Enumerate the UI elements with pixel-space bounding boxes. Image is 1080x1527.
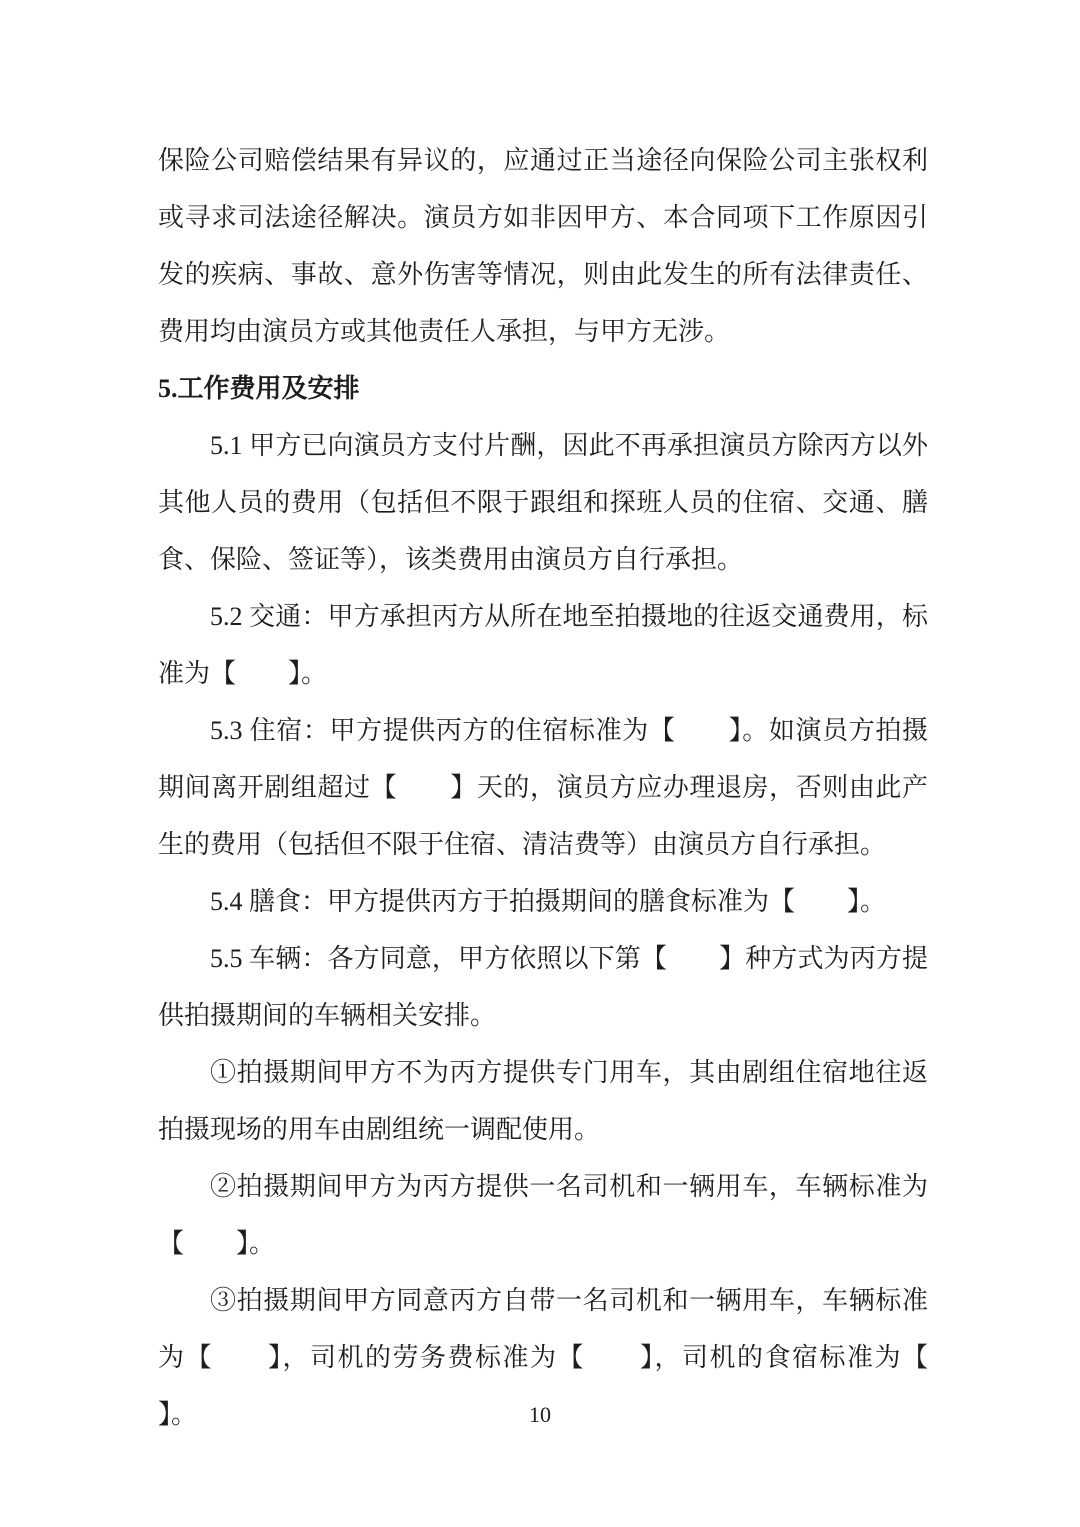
page-number: 10 xyxy=(529,1402,551,1427)
paragraph-5-3-accommodation: 5.3 住宿：甲方提供丙方的住宿标准为【 】。如演员方拍摄期间离开剧组超过【 】天的，演员方应办理退房，否则由此产生的费用（包括但不限于住宿、清洁费等）由演员方自行承担。 xyxy=(158,716,928,859)
paragraph-vehicle-option-2: ②拍摄期间甲方为丙方提供一名司机和一辆用车，车辆标准为【 】。 xyxy=(158,1172,928,1258)
paragraph-vehicle-option-3: ③拍摄期间甲方同意丙方自带一名司机和一辆用车，车辆标准为【 】，司机的劳务费标准为【 】，司机的食宿标准为【 】。 xyxy=(158,1286,981,1429)
paragraph-5-1-fees: 5.1 甲方已向演员方支付片酬，因此不再承担演员方除丙方以外其他人员的费用（包括但不限于跟组和探班人员的住宿、交通、膳食、保险、签证等），该类费用由演员方自行承担。 xyxy=(158,431,928,574)
paragraph-insurance-liability: 保险公司赔偿结果有异议的，应通过正当途径向保险公司主张权利或寻求司法途径解决。演员方如非因甲方、本合同项下工作原因引发的疾病、事故、意外伤害等情况，则由此发生的所有法律责任、费用均由演员方或其他责任人承担，与甲方无涉。 xyxy=(158,146,928,346)
paragraph-5-2-transport: 5.2 交通：甲方承担丙方从所在地至拍摄地的往返交通费用，标准为【 】。 xyxy=(158,602,928,688)
paragraph-vehicle-option-1: ①拍摄期间甲方不为丙方提供专门用车，其由剧组住宿地往返拍摄现场的用车由剧组统一调配使用。 xyxy=(158,1058,928,1144)
paragraph-5-4-meals: 5.4 膳食：甲方提供丙方于拍摄期间的膳食标准为【 】。 xyxy=(210,887,887,916)
section-heading-work-fees: 5.工作费用及安排 xyxy=(158,374,360,403)
paragraph-5-5-vehicle: 5.5 车辆：各方同意，甲方依照以下第【 】种方式为丙方提供拍摄期间的车辆相关安排。 xyxy=(158,944,928,1030)
